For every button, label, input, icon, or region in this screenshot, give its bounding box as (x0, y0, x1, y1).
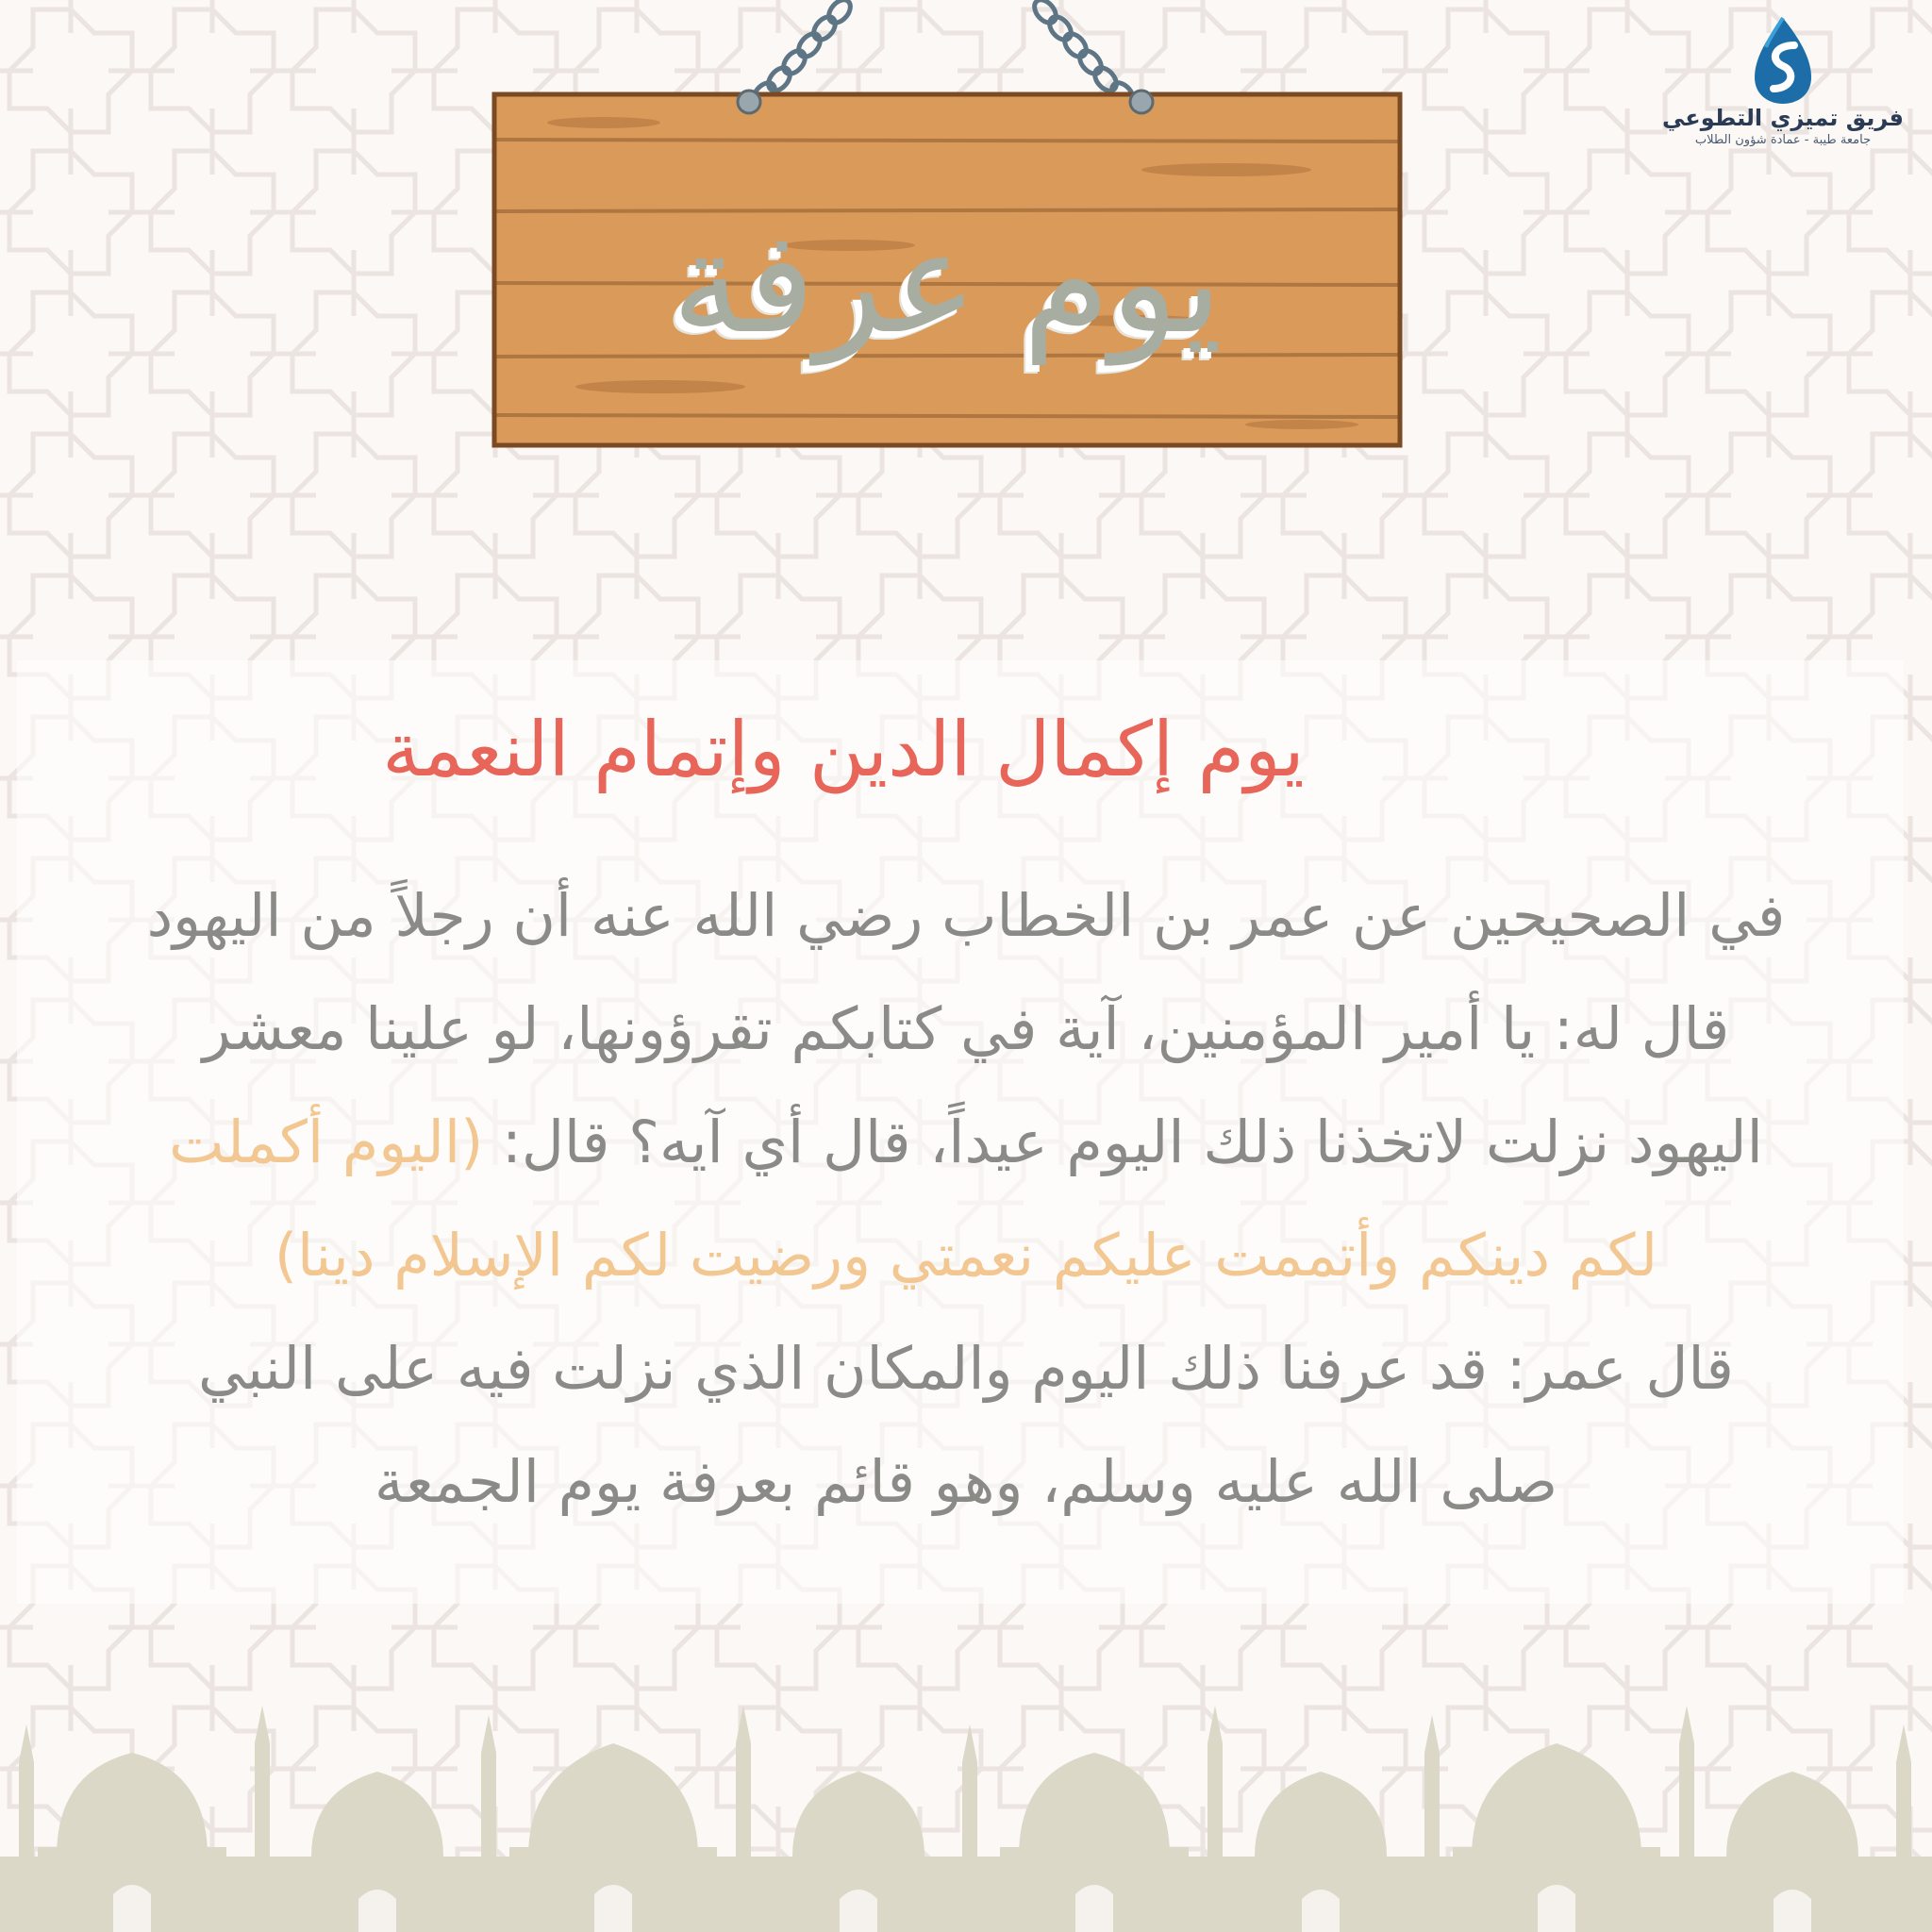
body-line-3 (38, 1091, 1894, 1194)
page-heading: يوم إكمال الدين وإتمام النعمة (382, 706, 1305, 793)
quran-quote-line: لكم دينكم وأتممت عليكم نعمتي ورضيت لكم الإسلام دينا) (274, 1221, 1658, 1290)
body-line-1: في الصحيحين عن عمر بن الخطاب رضي الله عنه أن رجلاً من اليهود (146, 881, 1786, 950)
logo-team-name: فريق تميزي التطوعي (1662, 105, 1904, 131)
body-line-3-text: اليهود نزلت لاتخذنا ذلك اليوم عيداً، قال أي آيه؟ قال: (483, 1108, 1763, 1176)
droplet-swirl-logo-icon (1745, 13, 1821, 108)
mosque-skyline (0, 1687, 1932, 1932)
quran-quote-start: (اليوم أكملت (169, 1108, 484, 1176)
sign-title: يوم عرفة (671, 201, 1224, 365)
team-logo (1660, 13, 1906, 164)
body-line-6: صلى الله عليه وسلم، وهو قائم بعرفة يوم الجمعة (374, 1447, 1558, 1516)
body-line-5: قال عمر: قد عرفنا ذلك اليوم والمكان الذي نزلت فيه على النبي (198, 1334, 1734, 1403)
logo-subtitle: جامعة طيبة - عمادة شؤون الطلاب (1694, 133, 1872, 147)
body-line-2: قال له: يا أمير المؤمنين، آية في كتابكم تقرؤونها، لو علينا معشر (202, 994, 1730, 1063)
